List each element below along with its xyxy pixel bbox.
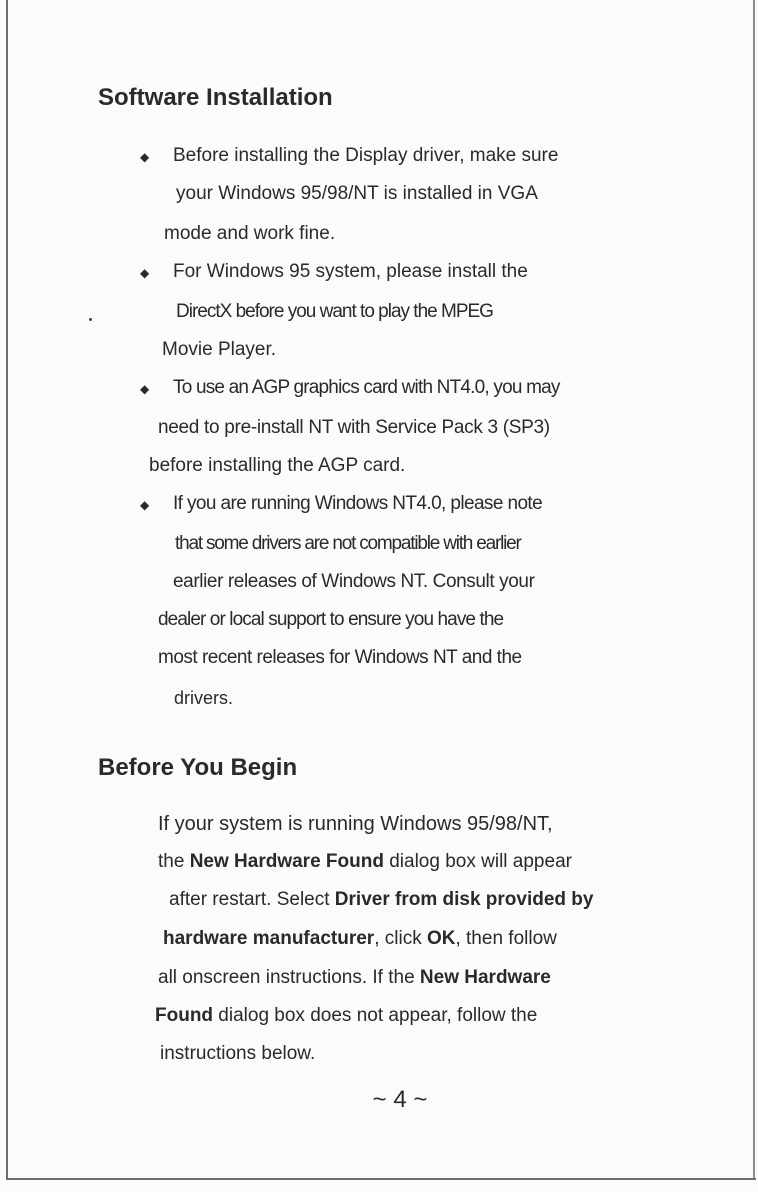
page-border-right — [753, 0, 755, 1180]
bullet-1-line-3: mode and work fine. — [164, 223, 336, 244]
before-line-5: all onscreen instructions. If the New Hardware — [158, 967, 551, 988]
bullet-3-line-1: To use an AGP graphics card with NT4.0, you may — [173, 377, 560, 398]
before-line-2: the New Hardware Found dialog box will appear — [158, 851, 572, 872]
bullet-diamond-icon: ◆ — [140, 382, 150, 396]
bullet-3-line-3: before installing the AGP card. — [149, 455, 406, 476]
bullet-4-line-3: earlier releases of Windows NT. Consult your — [173, 571, 535, 592]
page-number: ~ 4 ~ — [372, 1086, 428, 1113]
before-line-4: hardware manufacturer, click OK, then follow — [163, 928, 557, 949]
bullet-diamond-icon: ◆ — [140, 150, 150, 164]
bullet-4-line-2: that some drivers are not compatible with earlier — [175, 533, 521, 554]
bullet-4-line-5: most recent releases for Windows NT and the — [158, 647, 522, 668]
software-installation-heading: Software Installation — [98, 84, 333, 111]
bullet-4-line-4: dealer or local support to ensure you have the — [158, 609, 504, 630]
bullet-1-line-2: your Windows 95/98/NT is installed in VGA — [176, 183, 538, 204]
page-border-bottom — [6, 1178, 756, 1180]
bullet-1-line-1: Before installing the Display driver, make sure — [173, 145, 559, 166]
before-line-7: instructions below. — [160, 1043, 316, 1064]
stray-mark — [89, 318, 92, 321]
bullet-diamond-icon: ◆ — [140, 498, 150, 512]
bullet-2-line-2: DirectX before you want to play the MPEG — [176, 301, 493, 322]
bullet-2-line-1: For Windows 95 system, please install the — [173, 261, 528, 282]
bullet-diamond-icon: ◆ — [140, 266, 150, 280]
before-line-1: If your system is running Windows 95/98/NT, — [158, 813, 553, 835]
bullet-4-line-1: If you are running Windows NT4.0, please note — [173, 493, 543, 514]
bullet-4-line-6: drivers. — [174, 688, 234, 708]
bullet-2-line-3: Movie Player. — [162, 339, 277, 360]
bullet-3-line-2: need to pre-install NT with Service Pack 3 (SP3) — [158, 417, 550, 438]
page-border-left — [6, 0, 8, 1180]
before-line-3: after restart. Select Driver from disk provided by — [169, 889, 594, 910]
before-line-6: Found dialog box does not appear, follow the — [155, 1005, 538, 1026]
before-you-begin-heading: Before You Begin — [98, 754, 298, 781]
